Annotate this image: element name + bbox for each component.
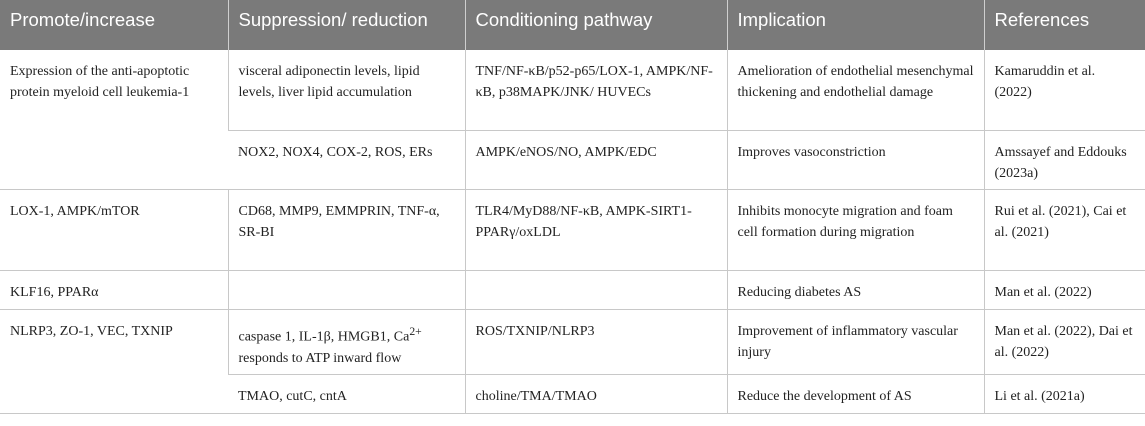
cell-suppression: TMAO, cutC, cntA — [228, 374, 465, 413]
header-references: References — [984, 0, 1145, 50]
cell-suppression — [228, 310, 465, 375]
header-row — [0, 0, 1145, 50]
cell-references: Li et al. (2021a) — [984, 374, 1145, 413]
cell-implication: Improvement of inflammatory vascular injury — [727, 310, 984, 375]
cell-promote: Expression of the anti-apoptotic protein myeloid cell leukemia-1 — [0, 50, 228, 190]
cell-pathway: AMPK/eNOS/NO, AMPK/EDC — [465, 131, 727, 190]
superscript-charge: 2+ — [409, 325, 422, 338]
suppression-text-post: responds to ATP inward flow — [238, 350, 402, 366]
cell-implication: Improves vasoconstriction — [727, 131, 984, 190]
cell-implication: Reducing diabetes AS — [727, 271, 984, 310]
cell-pathway: TNF/NF-κB/p52-p65/LOX-1, AMPK/NF-κB, p38MAPK/JNK/ HUVECs — [465, 50, 727, 131]
cell-suppression — [228, 271, 465, 310]
cell-implication: Reduce the development of AS — [727, 374, 984, 413]
cell-suppression: NOX2, NOX4, COX-2, ROS, ERs — [228, 131, 465, 190]
header-pathway: Conditioning pathway — [465, 0, 727, 50]
cell-references: Man et al. (2022), Dai et al. (2022) — [984, 310, 1145, 375]
cell-references: Man et al. (2022) — [984, 271, 1145, 310]
cell-pathway — [465, 271, 727, 310]
suppression-text-pre: caspase 1, IL-1β, HMGB1, Ca — [238, 329, 410, 345]
cell-implication: Inhibits monocyte migration and foam cell formation during migration — [727, 190, 984, 271]
table-row — [0, 50, 1145, 131]
cell-suppression: CD68, MMP9, EMMPRIN, TNF-α, SR-BI — [228, 190, 465, 271]
cell-pathway: choline/TMA/TMAO — [465, 374, 727, 413]
cell-references: Rui et al. (2021), Cai et al. (2021) — [984, 190, 1145, 271]
cell-pathway: TLR4/MyD88/NF-κB, AMPK-SIRT1-PPARγ/oxLDL — [465, 190, 727, 271]
cell-promote: NLRP3, ZO-1, VEC, TXNIP — [0, 310, 228, 414]
table-row — [0, 190, 1145, 271]
header-implication: Implication — [727, 0, 984, 50]
table-row — [0, 271, 1145, 310]
cell-suppression: visceral adiponectin levels, lipid levels, liver lipid accumulation — [228, 50, 465, 131]
header-suppression: Suppression/ reduction — [228, 0, 465, 50]
cell-references: Kamaruddin et al. (2022) — [984, 50, 1145, 131]
table-row — [0, 310, 1145, 375]
cell-promote: LOX-1, AMPK/mTOR — [0, 190, 228, 271]
cell-pathway: ROS/TXNIP/NLRP3 — [465, 310, 727, 375]
header-promote: Promote/increase — [0, 0, 228, 50]
cell-promote: KLF16, PPARα — [0, 271, 228, 310]
cell-implication: Amelioration of endothelial mesenchymal thickening and endothelial damage — [727, 50, 984, 131]
cell-references: Amssayef and Eddouks (2023a) — [984, 131, 1145, 190]
